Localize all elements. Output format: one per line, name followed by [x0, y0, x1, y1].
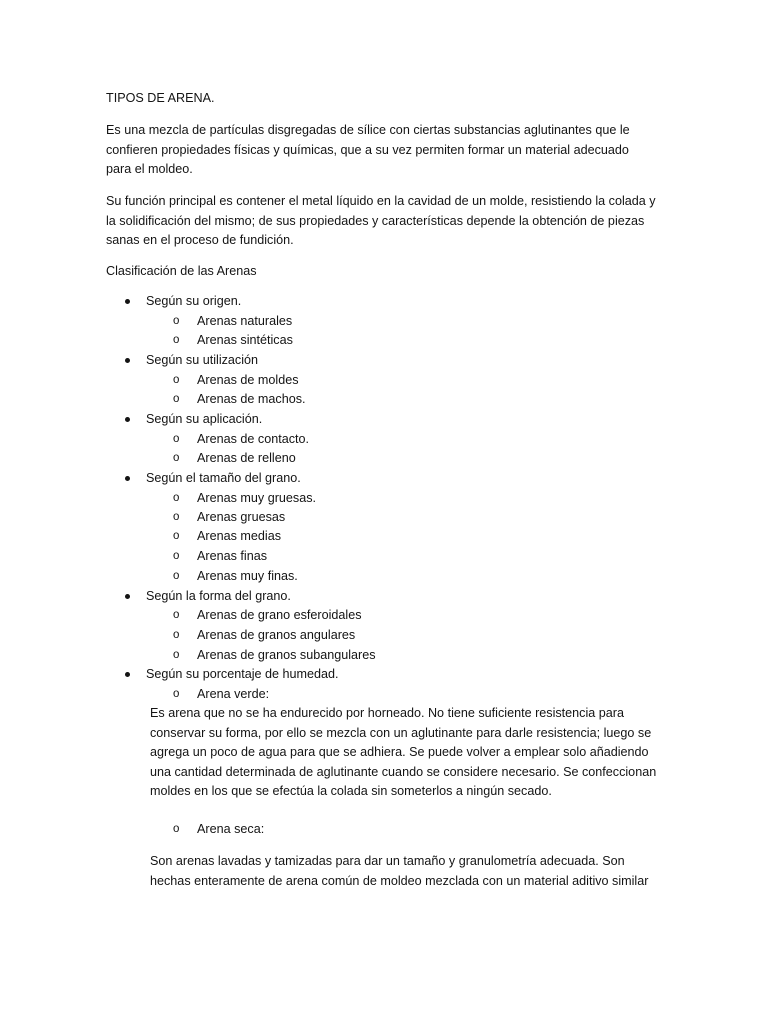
circle-bullet-icon: o	[173, 629, 180, 641]
bullet-icon	[125, 672, 130, 677]
category-label: Según su aplicación.	[146, 412, 263, 426]
paragraph-line: para el moldeo.	[106, 162, 193, 176]
paragraph-line: Es arena que no se ha endurecido por horneado. No tiene suficiente resistencia para	[150, 706, 624, 720]
paragraph-line: moldes en los que se efectúa la colada sin someterlos a ningún secado.	[150, 784, 552, 798]
list-item: Arenas de contacto.	[197, 432, 310, 446]
list-item: Arenas de relleno	[197, 451, 296, 465]
circle-bullet-icon: o	[173, 452, 180, 464]
category-label: Según su utilización	[146, 353, 259, 367]
circle-bullet-icon: o	[173, 492, 180, 504]
circle-bullet-icon: o	[173, 374, 180, 386]
list-item: Arena verde:	[197, 687, 270, 701]
circle-bullet-icon: o	[173, 570, 180, 582]
list-item: Arena seca:	[197, 822, 265, 836]
paragraph-line: una cantidad determinada de aglutinante cuando se considere necesario. Se confeccionan	[150, 764, 657, 779]
bullet-icon	[125, 417, 130, 422]
circle-bullet-icon: o	[173, 393, 180, 405]
paragraph-line: confieren propiedades físicas y químicas, que a su vez permiten formar un material adecuado	[106, 142, 629, 157]
bullet-icon	[125, 358, 130, 363]
circle-bullet-icon: o	[173, 511, 180, 523]
paragraph-line: conservar su forma, por ello se mezcla con un aglutinante para darle resistencia; luego se	[150, 725, 652, 740]
arena-seca-description	[150, 852, 660, 891]
paragraph-line: Es una mezcla de partículas disgregadas de sílice con ciertas substancias aglutinantes que le	[106, 123, 630, 137]
list-item: Arenas naturales	[197, 314, 293, 328]
bullet-icon	[125, 476, 130, 481]
list-item: Arenas de grano esferoidales	[197, 608, 362, 622]
category-label: Según su porcentaje de humedad.	[146, 667, 339, 681]
list-item: Arenas finas	[197, 549, 268, 563]
list-item: Arenas muy finas.	[197, 569, 298, 583]
list-item: Arenas gruesas	[197, 510, 286, 524]
list-item: Arenas medias	[197, 529, 281, 543]
circle-bullet-icon: o	[173, 649, 180, 661]
document-title: TIPOS DE ARENA.	[106, 91, 215, 105]
list-item: Arenas sintéticas	[197, 333, 293, 347]
circle-bullet-icon: o	[173, 688, 180, 700]
circle-bullet-icon: o	[173, 433, 180, 445]
list-item: Arenas de granos subangulares	[197, 648, 376, 662]
circle-bullet-icon: o	[173, 315, 180, 327]
circle-bullet-icon: o	[173, 550, 180, 562]
circle-bullet-icon: o	[173, 609, 180, 621]
paragraph-line: agrega un poco de agua para que se adhiera. Se puede volver a emplear solo añadiendo	[150, 745, 649, 759]
paragraph-line: hechas enteramente de arena común de moldeo mezclada con un material aditivo similar	[150, 873, 649, 888]
list-item: Arenas muy gruesas.	[197, 491, 316, 505]
arena-verde-description	[150, 704, 660, 802]
list-item: Arenas de machos.	[197, 392, 306, 406]
paragraph-line: sanas en el proceso de fundición.	[106, 233, 294, 247]
list-item: Arenas de moldes	[197, 373, 299, 387]
category-label: Según la forma del grano.	[146, 589, 291, 603]
category-label: Según el tamaño del grano.	[146, 471, 301, 485]
bullet-icon	[125, 299, 130, 304]
paragraph-line: Su función principal es contener el metal líquido en la cavidad de un molde, resistiendo la colada y	[106, 194, 656, 208]
circle-bullet-icon: o	[173, 530, 180, 542]
classification-subheading: Clasificación de las Arenas	[106, 264, 257, 278]
circle-bullet-icon: o	[173, 823, 180, 835]
paragraph-line: la solidificación del mismo; de sus propiedades y características depende la obtención de piezas	[106, 213, 645, 228]
bullet-icon	[125, 594, 130, 599]
list-item: Arenas de granos angulares	[197, 628, 356, 642]
circle-bullet-icon: o	[173, 334, 180, 346]
paragraph-line: Son arenas lavadas y tamizadas para dar un tamaño y granulometría adecuada. Son	[150, 854, 625, 868]
category-label: Según su origen.	[146, 294, 242, 308]
